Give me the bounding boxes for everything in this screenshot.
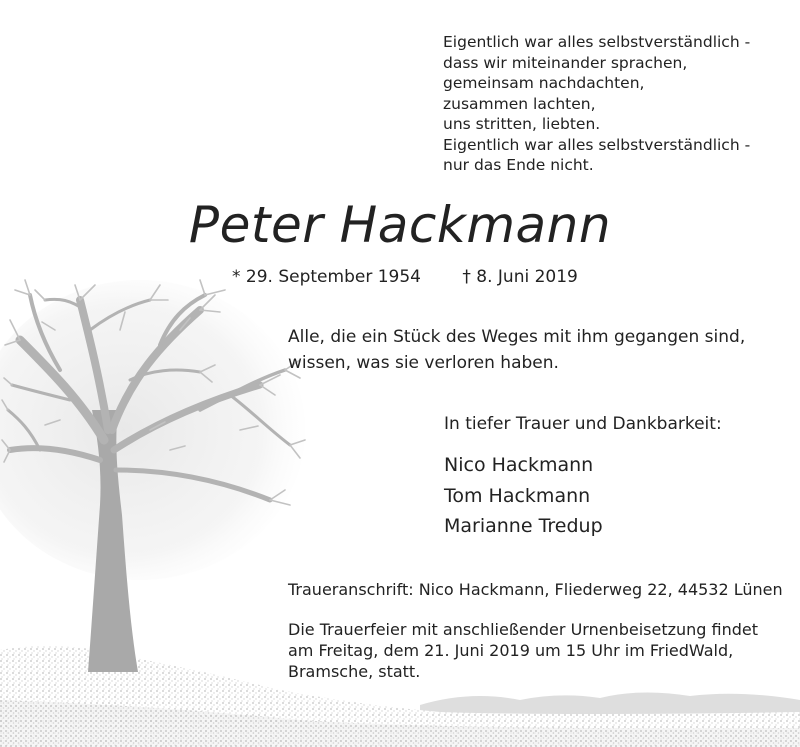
ceremony-line: Bramsche, statt. (288, 662, 421, 681)
poem-line: Eigentlich war alles selbstverständlich - (443, 135, 751, 154)
intro-line: Alle, die ein Stück des Weges mit ihm gegangen sind, (288, 327, 746, 347)
intro-line: wissen, was sie verloren haben. (288, 353, 559, 373)
poem-line: Eigentlich war alles selbstverständlich - (443, 33, 751, 51)
birth-date: * 29. September 1954 (232, 267, 421, 287)
mourner-name: Tom Hackmann (444, 484, 591, 507)
ceremony-info (288, 619, 758, 682)
poem-line: uns stritten, liebten. (443, 115, 601, 133)
poem (443, 32, 783, 176)
poem-line: nur das Ende nicht. (443, 156, 594, 174)
deceased-name: Peter Hackmann (188, 196, 612, 254)
mourning-address: Traueranschrift: Nico Hackmann, Fliederweg 22, 44532 Lünen (288, 580, 783, 599)
poem-line: zusammen lachten, (443, 94, 596, 113)
ceremony-line: Die Trauerfeier mit anschließender Urnenbeisetzung findet (288, 620, 759, 639)
intro-text (288, 324, 768, 376)
mourner-name: Nico Hackmann (444, 454, 594, 476)
ceremony-line: am Freitag, dem 21. Juni 2019 um 15 Uhr im FriedWald, (288, 641, 734, 660)
mourner-name: Marianne Tredup (444, 515, 603, 537)
mourners-heading: In tiefer Trauer und Dankbarkeit: (444, 414, 722, 434)
poem-line: gemeinsam nachdachten, (443, 74, 645, 92)
death-date: † 8. Juni 2019 (462, 267, 578, 287)
life-dates (232, 267, 578, 287)
poem-line: dass wir miteinander sprachen, (443, 53, 688, 72)
mourners-list (444, 450, 603, 542)
